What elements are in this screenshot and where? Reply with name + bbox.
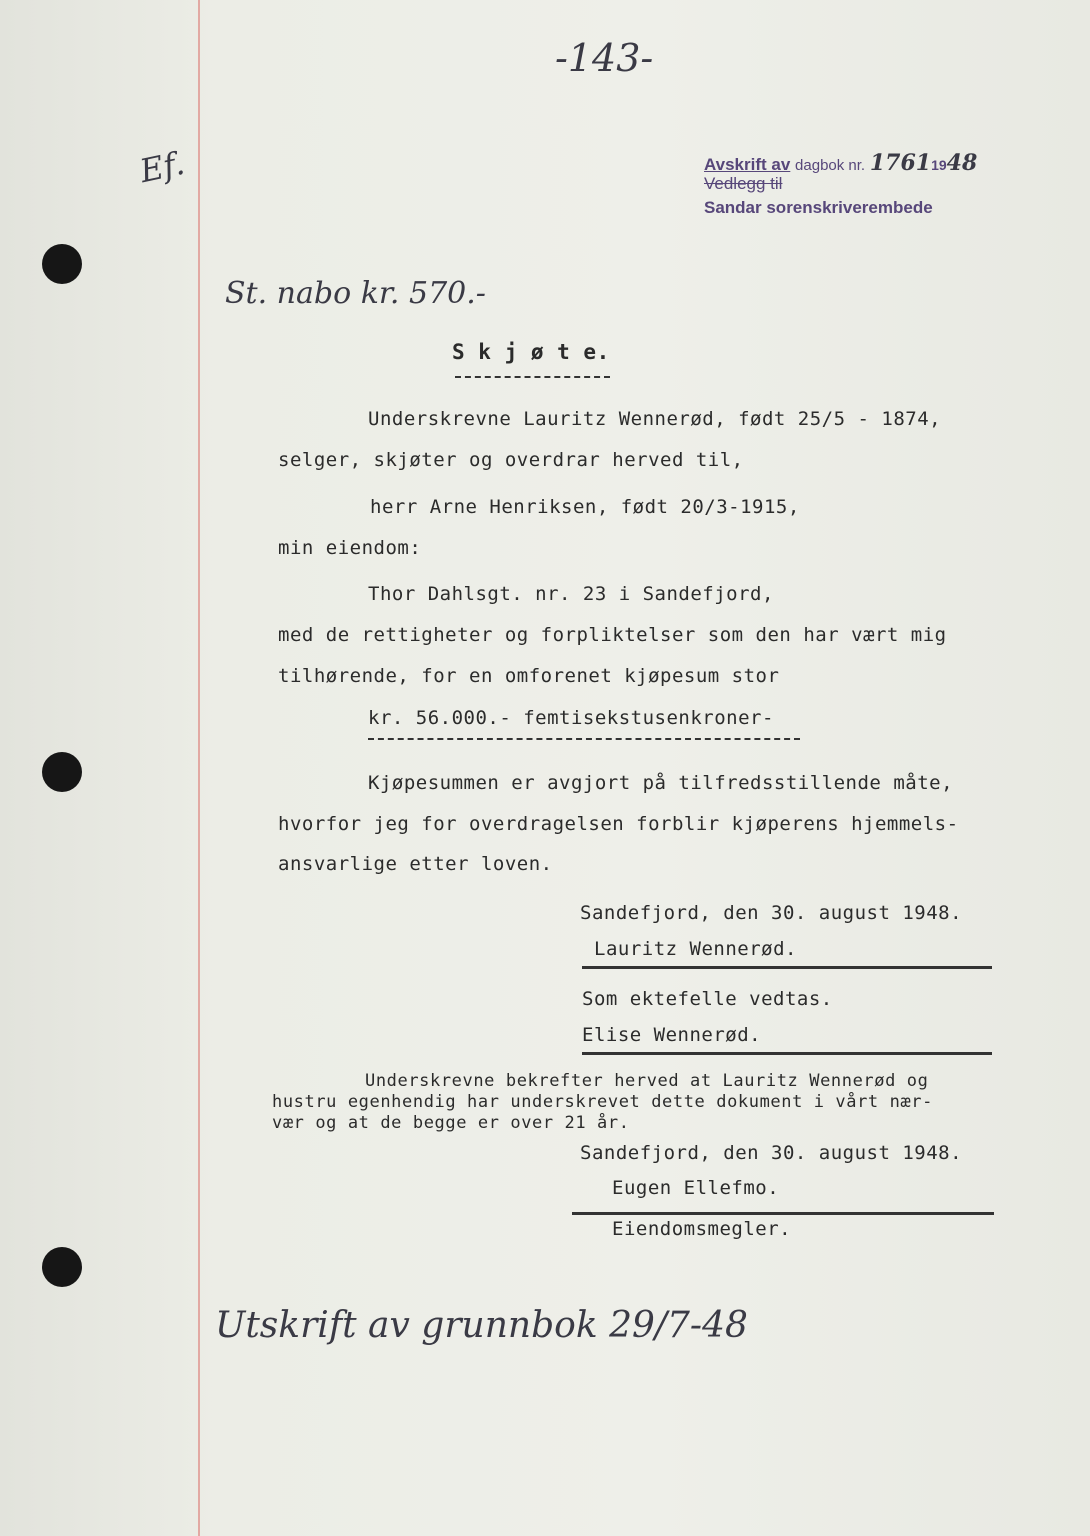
witness-line: Underskrevne bekrefter herved at Lauritz Wennerød og <box>365 1071 929 1091</box>
stamp-year-prefix: 19 <box>931 157 947 173</box>
signature-line <box>582 966 992 969</box>
price-underline <box>368 738 800 740</box>
signature-line <box>572 1212 994 1215</box>
punch-hole <box>42 1247 82 1287</box>
page-number: -143- <box>555 36 654 80</box>
stamp-year: 48 <box>946 150 978 176</box>
stamp-line2: Vedlegg til <box>704 174 783 193</box>
title-underline <box>455 376 610 378</box>
footer-handwriting: Utskrift av grunnbok 29/7-48 <box>215 1305 748 1346</box>
document-title: S k j ø t e. <box>452 340 610 364</box>
stamp-office: Sandar sorenskriverembede <box>704 198 933 217</box>
body-line: tilhørende, for en omforenet kjøpesum stor <box>278 665 780 687</box>
stamp-middle: dagbok nr. <box>795 157 866 174</box>
body-line: selger, skjøter og overdrar herved til, <box>278 449 744 471</box>
seller-signature: Lauritz Wennerød. <box>594 938 797 960</box>
body-line: ansvarlige etter loven. <box>278 853 553 875</box>
stamp-prefix: Avskrift av <box>704 155 791 174</box>
place-date: Sandefjord, den 30. august 1948. <box>580 902 963 924</box>
witness-line: hustru egenhendig har underskrevet dette dokument i vårt nær- <box>272 1092 933 1112</box>
spouse-signature: Elise Wennerød. <box>582 1024 762 1046</box>
witness-line: vær og at de begge er over 21 år. <box>272 1113 630 1133</box>
broker-title: Eiendomsmegler. <box>612 1218 792 1240</box>
property-line: Thor Dahlsgt. nr. 23 i Sandefjord, <box>368 583 774 605</box>
punch-hole <box>42 244 82 284</box>
body-line: hvorfor jeg for overdragelsen forblir kjøperens hjemmels- <box>278 813 959 835</box>
punch-hole <box>42 752 82 792</box>
spouse-consent: Som ektefelle vedtas. <box>582 988 833 1010</box>
body-line: med de rettigheter og forpliktelser som den har vært mig <box>278 624 947 646</box>
body-line: herr Arne Henriksen, født 20/3-1915, <box>370 496 800 518</box>
handwritten-reference: St. nabo kr. 570.- <box>225 276 486 311</box>
body-line: Underskrevne Lauritz Wennerød, født 25/5 - 1874, <box>368 408 942 430</box>
price-line: kr. 56.000.- femtisekstusenkroner- <box>368 707 774 729</box>
red-margin-line <box>198 0 200 1536</box>
stamp-number: 1761 <box>869 150 932 176</box>
initials: Ef. <box>136 143 188 191</box>
broker-signature: Eugen Ellefmo. <box>612 1177 780 1199</box>
place-date: Sandefjord, den 30. august 1948. <box>580 1142 963 1164</box>
body-line: Kjøpesummen er avgjort på tilfredsstillende måte, <box>368 772 954 794</box>
signature-line <box>582 1052 992 1055</box>
body-line: min eiendom: <box>278 537 422 559</box>
